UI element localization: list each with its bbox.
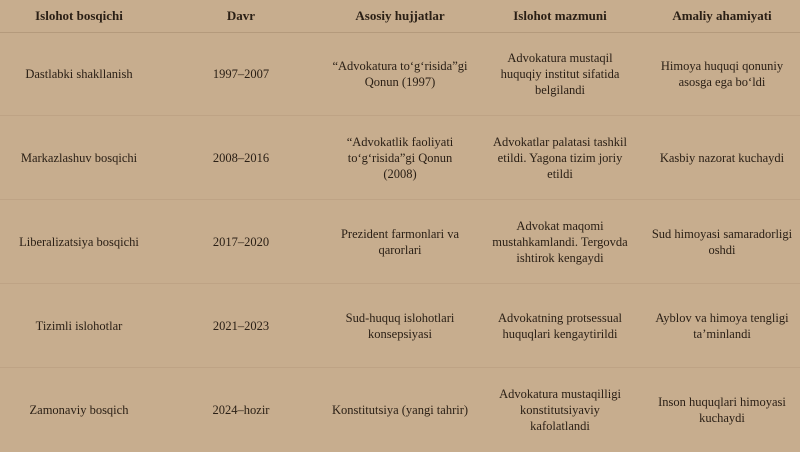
table-row [0, 116, 800, 200]
table-cell-period: 2017–2020 [212, 234, 270, 249]
table-row [0, 32, 800, 116]
table-cell-content: Advokatura mustaqil huquqiy institut sifatida belgilandi [500, 50, 620, 97]
table-cell-content: Advokat maqomi mustahkamlandi. Tergovda ishtirok kengaydi [492, 218, 628, 265]
header-practical-significance: Amaliy ahamiyati [672, 8, 772, 23]
header-reform-stage: Islohot bosqichi [35, 8, 123, 23]
table-cell-stage: Dastlabki shakllanish [25, 66, 133, 81]
table-cell-significance: Sud himoyasi samaradorligi oshdi [651, 226, 793, 257]
table-cell-period: 2008–2016 [212, 150, 270, 165]
table-cell-documents: Konstitutsiya (yangi tahrir) [331, 403, 469, 417]
table-cell-stage: Zamonaviy bosqich [29, 403, 129, 417]
table-cell-content: Advokatlar palatasi tashkil etildi. Yagona tizim joriy etildi [493, 134, 627, 181]
table-row [0, 284, 800, 368]
table-cell-period: 2024–hozir [212, 403, 270, 417]
table-cell-significance: Kasbiy nazorat kuchaydi [659, 150, 785, 165]
table-cell-documents: “Advokatura to‘g‘risida”gi Qonun (1997) [332, 58, 468, 89]
table-cell-documents: “Advokatlik faoliyati to‘g‘risida”gi Qonun (2008) [346, 134, 454, 181]
table-row [0, 368, 800, 452]
table-cell-period: 1997–2007 [212, 66, 270, 81]
table-cell-content: Advokatning protsessual huquqlari kengaytirildi [498, 310, 622, 341]
table-cell-documents: Prezident farmonlari va qarorlari [340, 226, 459, 257]
table-cell-stage: Markazlashuv bosqichi [20, 150, 138, 165]
table-cell-significance: Inson huquqlari himoyasi kuchaydi [658, 395, 786, 425]
header-reform-content: Islohot mazmuni [513, 8, 607, 23]
table-cell-stage: Liberalizatsiya bosqichi [19, 234, 139, 249]
table-cell-documents: Sud-huquq islohotlari konsepsiyasi [345, 310, 455, 341]
table-cell-period: 2021–2023 [212, 318, 270, 333]
header-period: Davr [226, 8, 256, 23]
header-main-documents: Asosiy hujjatlar [355, 8, 445, 23]
table-header [0, 0, 800, 33]
table-cell-content: Advokatura mustaqilligi konstitutsiyaviy kafolatlandi [499, 387, 621, 433]
table-cell-significance: Ayblov va himoya tengligi ta’minlandi [655, 310, 789, 341]
table-cell-stage: Tizimli islohotlar [35, 318, 123, 333]
table-cell-significance: Himoya huquqi qonuniy asosga ega bo‘ldi [660, 58, 784, 89]
table-row [0, 200, 800, 284]
